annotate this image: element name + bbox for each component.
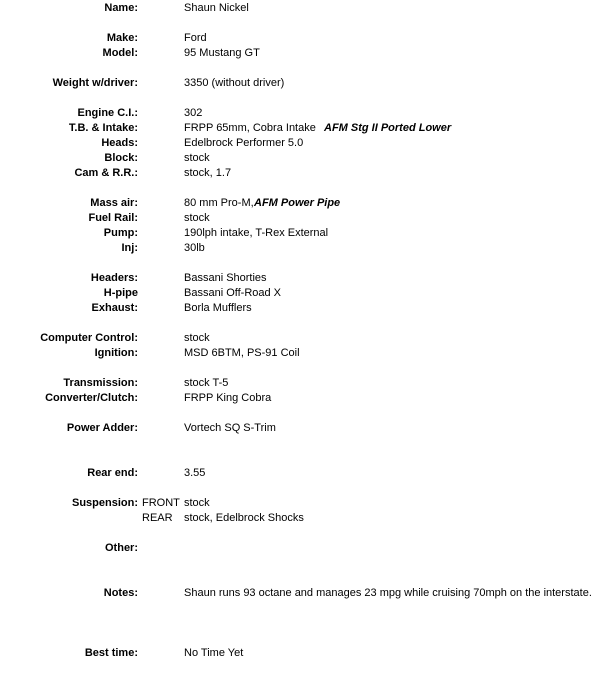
label-engine-ci: Engine C.I.: (77, 107, 138, 119)
row-pump (0, 226, 602, 241)
label-model: Model: (102, 47, 138, 59)
row-name (0, 1, 602, 16)
value-tb-intake: FRPP 65mm, Cobra Intake (184, 122, 316, 134)
label-other: Other: (105, 542, 138, 554)
label-make: Make: (106, 32, 138, 44)
row-suspension-front (0, 496, 602, 511)
label-headers: Headers: (90, 272, 138, 284)
row-suspension-rear (0, 511, 602, 526)
row-fuel-rail (0, 211, 602, 226)
label-heads: Heads: (101, 137, 138, 149)
row-converter (0, 391, 602, 406)
value-fuel-rail: stock (184, 212, 210, 224)
value-power-adder: Vortech SQ S-Trim (184, 422, 276, 434)
row-ignition (0, 346, 602, 361)
row-computer (0, 331, 602, 346)
value-ignition: MSD 6BTM, PS-91 Coil (184, 347, 300, 359)
label-cam: Cam & R.R.: (74, 167, 138, 179)
row-heads (0, 136, 602, 151)
value-rear-end: 3.55 (184, 467, 206, 479)
value-cam: stock, 1.7 (184, 167, 232, 179)
value-engine-ci: 302 (184, 107, 203, 119)
label-pump: Pump: (103, 227, 138, 239)
value-name: Shaun Nickel (184, 2, 249, 14)
value-inj: 30lb (184, 242, 205, 254)
value-converter: FRPP King Cobra (184, 392, 272, 404)
label-mass-air: Mass air: (90, 197, 138, 209)
row-rear-end (0, 466, 602, 481)
label-h-pipe: H-pipe (103, 287, 138, 299)
value-heads: Edelbrock Performer 5.0 (184, 137, 304, 149)
value-tb-intake-extra: AFM Stg II Ported Lower (324, 122, 452, 134)
label-notes: Notes: (103, 587, 138, 599)
row-exhaust (0, 301, 602, 316)
label-tb-intake: T.B. & Intake: (68, 122, 138, 134)
label-block: Block: (104, 152, 138, 164)
row-mass-air (0, 196, 602, 211)
label-best-time: Best time: (84, 647, 138, 659)
label-fuel-rail: Fuel Rail: (88, 212, 138, 224)
value-weight: 3350 (without driver) (184, 77, 285, 89)
row-notes (0, 586, 602, 601)
value-exhaust: Borla Mufflers (184, 302, 252, 314)
sublabel-front: FRONT (142, 497, 180, 509)
value-suspension-front: stock (184, 497, 210, 509)
row-engine-ci (0, 106, 602, 121)
label-weight: Weight w/driver: (52, 77, 138, 89)
row-inj (0, 241, 602, 256)
row-model (0, 46, 602, 61)
row-weight (0, 76, 602, 91)
value-h-pipe: Bassani Off-Road X (184, 287, 282, 299)
value-mass-air-extra: AFM Power Pipe (254, 197, 341, 209)
row-best-time (0, 646, 602, 661)
label-transmission: Transmission: (63, 377, 138, 389)
row-power-adder (0, 421, 602, 436)
row-headers (0, 271, 602, 286)
value-suspension-rear: stock, Edelbrock Shocks (184, 512, 304, 524)
label-name: Name: (104, 2, 138, 14)
value-block: stock (184, 152, 210, 164)
row-block (0, 151, 602, 166)
row-cam (0, 166, 602, 181)
row-h-pipe (0, 286, 602, 301)
value-headers: Bassani Shorties (184, 272, 267, 284)
label-rear-end: Rear end: (87, 467, 138, 479)
value-mass-air: 80 mm Pro-M, (184, 197, 254, 209)
label-power-adder: Power Adder: (66, 422, 138, 434)
label-inj: Inj: (121, 242, 138, 254)
value-model: 95 Mustang GT (184, 47, 260, 59)
row-other (0, 541, 602, 556)
value-transmission: stock T-5 (184, 377, 229, 389)
value-notes: Shaun runs 93 octane and manages 23 mpg while cruising 70mph on the interstate. (184, 587, 592, 599)
value-best-time: No Time Yet (184, 647, 244, 659)
sublabel-rear: REAR (142, 512, 173, 524)
label-suspension: Suspension: (71, 497, 138, 509)
label-computer: Computer Control: (40, 332, 138, 344)
row-make (0, 31, 602, 46)
label-exhaust: Exhaust: (91, 302, 138, 314)
value-make: Ford (184, 32, 207, 44)
row-transmission (0, 376, 602, 391)
value-computer: stock (184, 332, 210, 344)
label-ignition: Ignition: (94, 347, 138, 359)
label-converter: Converter/Clutch: (45, 392, 138, 404)
value-pump: 190lph intake, T-Rex External (184, 227, 329, 239)
row-tb-intake (0, 121, 602, 136)
